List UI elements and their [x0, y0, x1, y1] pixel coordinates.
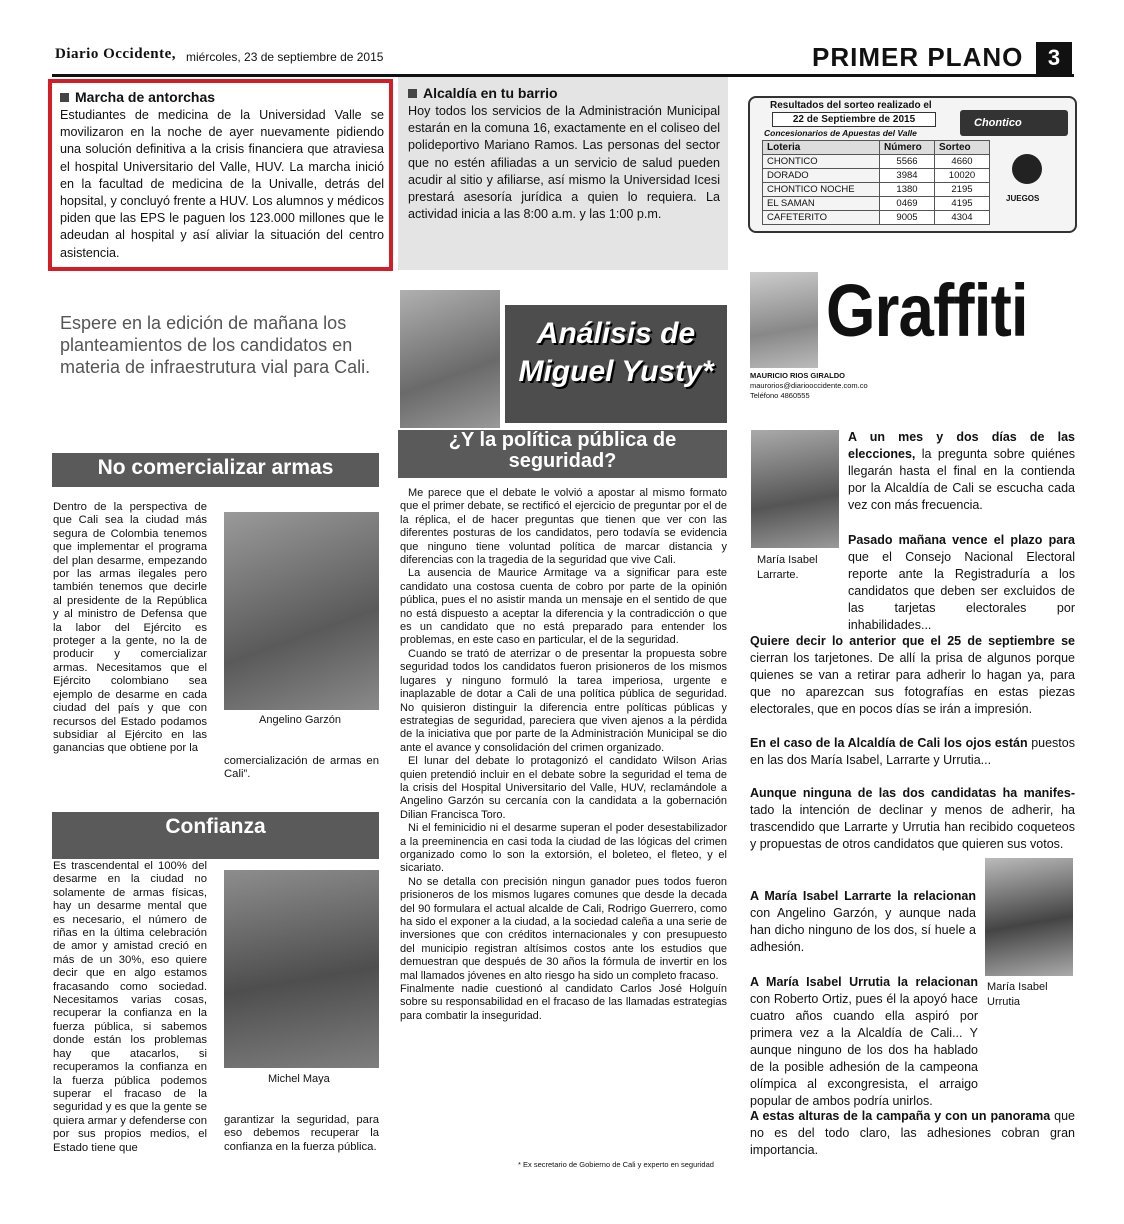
table-row — [763, 183, 990, 197]
paragraph: Finalmente nadie cuestionó al candidato Carlos José Holguín sobre su responsabilidad en el fracaso de las llamadas estrategias para combatir la inseguridad. — [400, 983, 727, 1022]
armas-body: Dentro de la perspectiva de que Cali sea la ciudad más segura de Colombia tenemos que implementar el programa del plan desarme, empezando por las armas ilegales pero también tenemos que decirle al presidente de la República y al ministro de Defensa que la labor del Ejército es proteger a la gente, no la de producir y comercializar armas. Necesitamos que el Ejército colombiano sea ejemplo de desarme en cada ciudad del país y que con recursos del Estado podamos subsidiar al Ejército en las ganancias que obtiene por la — [53, 501, 207, 755]
paragraph: Ni el feminicidio ni el desarme superan el poder desestabilizador a la preeminencia en casi toda la ciudad de las lógicas del crimen organizado como lo son la extorsión, el boleteo, el fleteo, y el sicariato. — [400, 822, 727, 875]
lottery-name: CHONTICO NOCHE — [763, 183, 880, 197]
paragraph: Cuando se trató de aterrizar o de presentar la propuesta sobre seguridad todos los candidatos fueron prisioneros de los mismos lugares y ninguno formuló la tarea imperiosa, urgente e inaplazable de dotar a Cali de una política pública de seguridad. No quisieron distinguir la diferencia entre políticas públicas y estrategias de seguridad, pareciera que viven ajenos a la pérdida de la iniciativa que por parte de la Administración Municipal se dio ante el avance y consolidación del crimen organizado. — [400, 647, 727, 754]
lottery-name: EL SAMAN — [763, 197, 880, 211]
brief-marcha-body: Estudiantes de medicina de la Universidad Valle se movilizaron en la noche de ayer nuevamente pidiendo una solución definitiva a la crisis financiera que atraviesa el hospital Universitario del Valle, HUV. La marcha inició en la facultad de medicina de la Univalle, detrás del hopsital, y concluyó frente a HUV. Los alumnos y médicos piden que las EPS le paguen los 123.000 millones que le adeudan al hospital y así aliviar la situación del centro asistencia. — [60, 108, 384, 260]
lottery-draw: 2195 — [935, 183, 990, 197]
brief-marcha-title: Marcha de antorchas — [60, 89, 384, 105]
masthead: Diario Occidente, — [55, 46, 176, 62]
brief-alcaldia-body: Hoy todos los servicios de la Administración Municipal estarán en la comuna 16, exactamente en el coliseo del polideportivo Mariano Ramos. Las personas del sector que no estén afiliadas a un servicio de salud pueden acudir al sitio y afiliarse, así mismo la Universidad Icesi prestará asesoría jurídica a quien lo requiera. La actividad inicia a las 8:00 a.m. y las 1:00 p.m. — [408, 104, 720, 222]
mauricio-rios-photo — [750, 272, 818, 368]
miguel-yusty-photo — [400, 290, 500, 428]
lottery-table — [762, 140, 990, 225]
author-phone: Teléfono 4860555 — [750, 391, 810, 400]
paragraph: Me parece que el debate le volvió a apostar al mismo formato que el primer debate, se rectificó el ejercicio de preguntar por el de la réplica, el de hacer preguntas que tienen que ver con las diferentes posturas de los candidatos, pero todavía se evidencia que ninguno tiene voluntad política de marcar distancia y diferencias con la tragedia de la seguridad que vive Cali. — [400, 487, 727, 567]
table-row — [763, 197, 990, 211]
armas-body-end: comercialización de armas en Cali”. — [224, 755, 379, 781]
paragraph: La ausencia de Maurice Armitage va a significar para este candidato una costosa cuenta de cobro por parte de la opinión pública, pues el no asistir manda un mensaje en el sentido de que no está dispuesto a aceptar la diferencia y la contradicción o que es un candidato que no está preparado para entender los problemas, en este caso en particular, el de la seguridad. — [400, 567, 727, 647]
table-row — [763, 169, 990, 183]
angelino-garzon-photo — [224, 512, 379, 710]
michel-maya-caption: Michel Maya — [268, 1073, 330, 1085]
square-bullet-icon — [408, 89, 417, 98]
lottery-subheading: Concesionarios de Apuestas del Valle — [764, 128, 917, 138]
graffiti-title: Graffiti — [826, 269, 1028, 352]
larrarte-photo — [751, 430, 839, 548]
graffiti-item: A estas alturas de la campaña y con un panorama que no es del todo claro, las adhesiones cobran gran importancia. — [750, 1109, 1075, 1157]
lottery-heading: Resultados del sorteo realizado el — [770, 100, 932, 111]
brief-alcaldia-title: Alcaldía en tu barrio — [408, 85, 720, 101]
angelino-garzon-caption: Angelino Garzón — [259, 714, 341, 726]
graffiti-item: Aunque ninguna de las dos candidatas ha manifes-tado la intención de declinar y menos de adherir, ha trascendido que Larrarte y Urrutia han recibido coqueteos y propuestas de otros candidatos que quieren sus votos. — [750, 786, 1075, 851]
lottery-draw: 4195 — [935, 197, 990, 211]
lottery-number: 3984 — [880, 169, 935, 183]
graffiti-item: A María Isabel Urrutia la relacionan con Roberto Ortiz, pues él la apoyó hace cuatro años cuando ella aspiró por primera vez a la Alcaldía de Cali... Y aunque ninguno de los dos ha hablado de la posible adhesión de la campeona olímpica al excongresista, el arraigo popular de ambos podría unirlos. — [750, 975, 978, 1108]
paragraph: No se detalla con precisión ningun ganador pues todos fueron prisioneros de los mismos lugares comunes que desde la decada del 90 formulara el actual alcalde de Cali, Rodrigo Guerrero, como ha sido el exponer a la ciudad, a la sociedad caleña a una serie de inversiones que con créditos internacionales y con presupuesto del municipio registran altísimos costos ante los estudios que demuestran que después de 30 años la fórmula de invertir en los mal llamados jóvenes en alto riesgo ha sido un completo fracaso. — [400, 875, 727, 982]
column-header: Número — [880, 141, 935, 155]
urrutia-photo — [985, 858, 1073, 976]
lottery-draw: 10020 — [935, 169, 990, 183]
larrarte-caption: María Isabel Larrarte. — [757, 554, 818, 581]
issue-date: miércoles, 23 de septiembre de 2015 — [186, 50, 384, 64]
graffiti-item: A un mes y dos días de las elecciones, la pregunta sobre quiénes llegarán hasta el final en la contienda por la Alcaldía de Cali se escucha cada vez con más frecuencia. — [848, 430, 1075, 512]
lottery-name: CAFETERITO — [763, 211, 880, 225]
analysis-title: Análisis de Miguel Yusty* — [518, 317, 714, 388]
juegos-logo-icon — [1012, 154, 1042, 184]
table-row — [763, 155, 990, 169]
lottery-results — [748, 96, 1077, 233]
column-header: Sorteo — [935, 141, 990, 155]
page-number: 3 — [1036, 42, 1072, 74]
analysis-footnote: * Ex secretario de Gobierno de Cali y experto en seguridad — [518, 1160, 714, 1169]
michel-maya-photo — [224, 870, 379, 1068]
lottery-number: 1380 — [880, 183, 935, 197]
brief-alcaldia — [398, 77, 728, 270]
urrutia-caption: María Isabel Urrutia — [987, 981, 1048, 1008]
lottery-draw: 4304 — [935, 211, 990, 225]
graffiti-item: En el caso de la Alcaldía de Cali los ojos están puestos en las dos María Isabel, Larrarte y Urrutia... — [750, 736, 1075, 767]
lottery-number: 0469 — [880, 197, 935, 211]
promo-text: Espere en la edición de mañana los planteamientos de los candidatos en materia de infraestrutura vial para Cali. — [60, 313, 371, 377]
confianza-heading: Confianza — [52, 812, 379, 859]
lottery-number: 9005 — [880, 211, 935, 225]
square-bullet-icon — [60, 93, 69, 102]
brief-marcha — [48, 79, 393, 271]
chontico-logo: Chontico — [960, 110, 1068, 136]
paragraph: El lunar del debate lo protagonizó el candidato Wilson Arias quien pretendió incluir en el debate sobre la seguridad el tema de la crisis del Hospital Universitario del Valle, HUV, reclamándole a Angelino Garzón su cercanía con la candidata a la gobernación Dilian Francisca Toro. — [400, 755, 727, 821]
graffiti-item: A María Isabel Larrarte la relacionan con Angelino Garzón, y aunque nada han dicho ninguno de los dos, sí huele a adhesión. — [750, 889, 976, 954]
confianza-body-end: garantizar la seguridad, para eso debemos recuperar la confianza en la fuerza pública. — [224, 1114, 379, 1153]
analysis-headline: ¿Y la política pública de seguridad? — [398, 430, 727, 478]
analysis-body — [400, 487, 727, 1023]
lottery-date: 22 de Septiembre de 2015 — [772, 112, 936, 127]
table-row — [763, 211, 990, 225]
graffiti-item: Pasado mañana vence el plazo para que el Consejo Nacional Electoral reporte ante la Registraduría a los candidatos que deben ser excluidos de las tarjetas electorales por inhabilidades... — [848, 533, 1075, 632]
juegos-logo-text: JUEGOS — [1006, 194, 1040, 203]
lottery-number: 5566 — [880, 155, 935, 169]
lottery-draw: 4660 — [935, 155, 990, 169]
column-header: Loteria — [763, 141, 880, 155]
section-title: PRIMER PLANO — [812, 42, 1024, 72]
armas-heading: No comercializar armas — [52, 453, 379, 487]
lottery-name: DORADO — [763, 169, 880, 183]
author-name: MAURICIO RIOS GIRALDO — [750, 371, 845, 380]
graffiti-item: Quiere decir lo anterior que el 25 de septiembre se cierran los tarjetones. De allí la prisa de algunos porque quienes se van a retirar para adherir lo hagan ya, para que no aparezcan sus fotografías en estas piezas electorales, que en pocos días se irán a impresión. — [750, 634, 1075, 716]
author-email: maurorios@diariooccidente.com.co — [750, 381, 868, 390]
confianza-body: Es trascendental el 100% del desarme en la ciudad no solamente de armas físicas, hay un desarme mental que es necesario, el número de riñas en la última celebración de amor y amistad creció en más de un 30%, eso quiere decir que en algo estamos fracasando como sociedad. Necesitamos varias cosas, recuperar la confianza en la fuerza pública, si sabemos donde están los problemas hay que atacarlos, si recuperamos la confianza en la fuerza pública podemos superar el fracaso de la seguridad y es que la gente se quiera armar y defenderse con por sus propios medios, el Estado tiene que — [53, 860, 207, 1154]
lottery-name: CHONTICO — [763, 155, 880, 169]
